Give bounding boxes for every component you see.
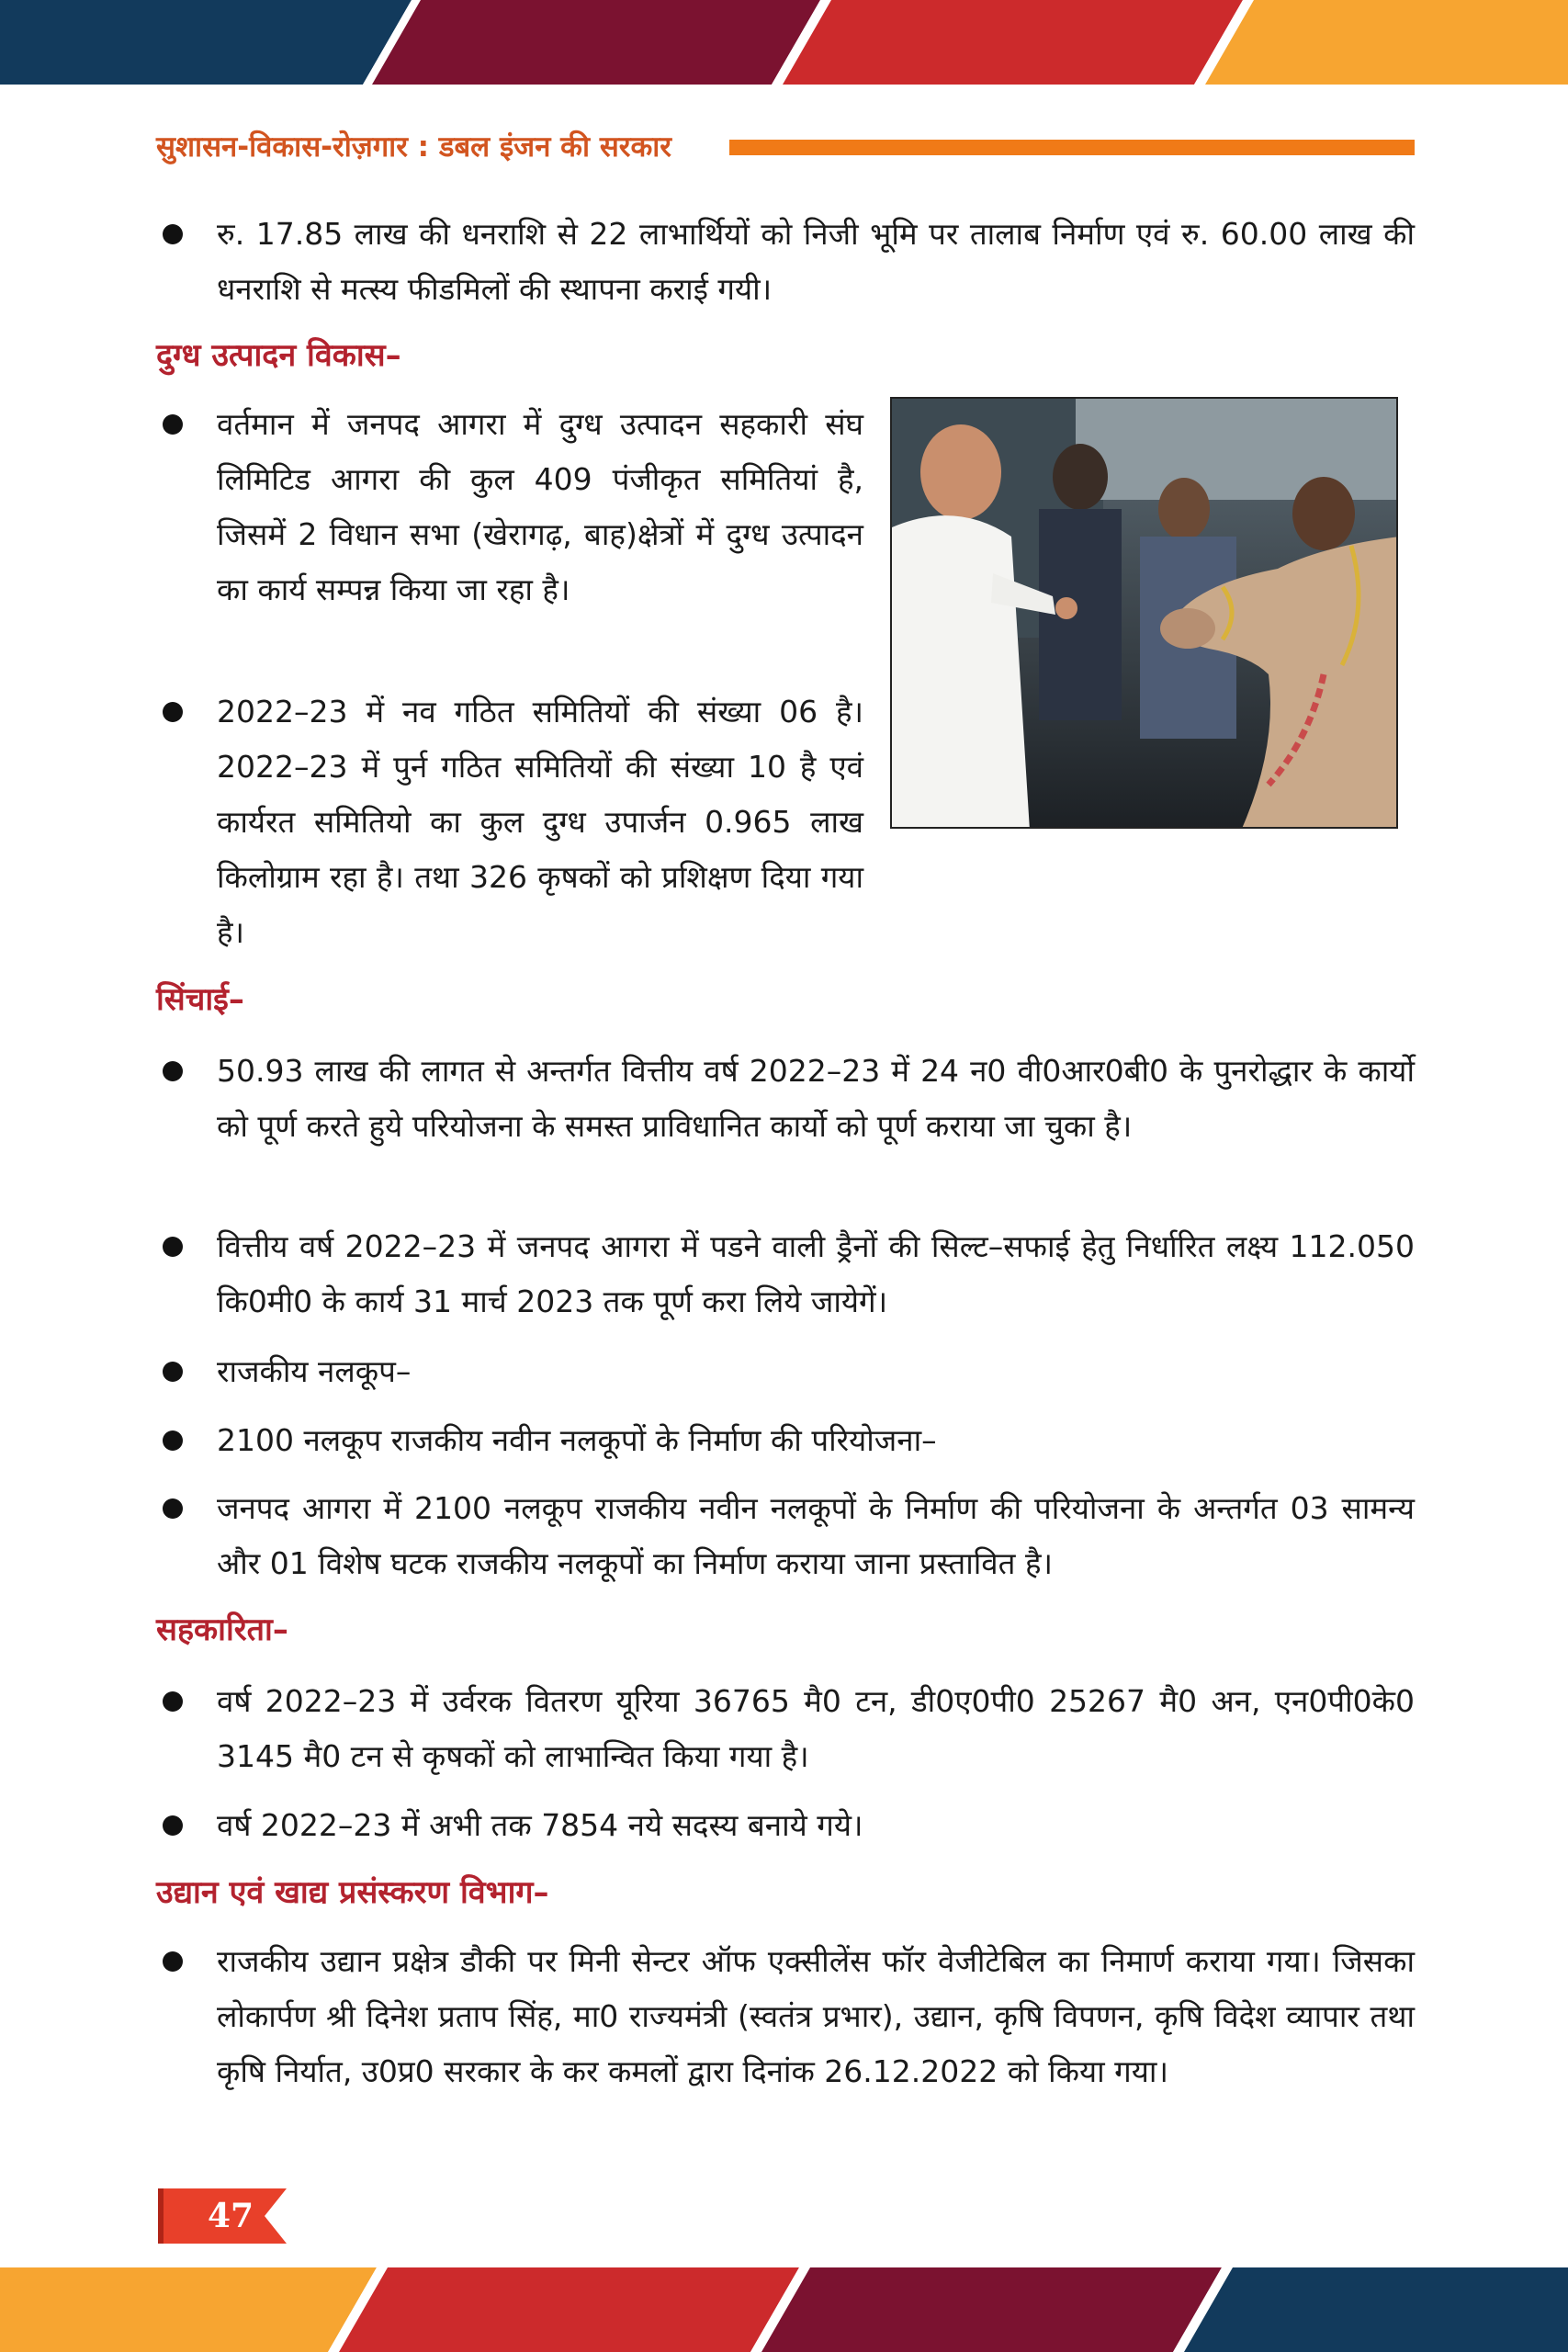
list-item-text: 2022–23 में नव गठित समितियों की संख्या 06 है। 2022–23 में पुर्न गठित समितियों की संख्या 10 है एवं कार्यरत समितियो का कुल दुग्ध उपार्जन 0.965 लाख किलोग्राम रहा है। तथा 326 कृषकों को प्रशिक्षण दिया गया है। [217,694,863,950]
bullet-icon [163,1061,183,1081]
list-item-text: रु. 17.85 लाख की धनराशि से 22 लाभार्थियों को निजी भूमि पर तालाब निर्माण एवं रु. 60.00 लाख की धनराशि से मत्स्य फीडमिलों की स्थापना कराई गयी। [217,216,1415,307]
bullet-icon [163,1362,183,1382]
bullet-icon [163,1691,183,1712]
bullet-icon [163,1430,183,1451]
page-number-tag [158,2188,287,2244]
section-heading-cooperative: सहकारिता– [156,1611,288,1648]
list-item [156,684,863,960]
list-item-text: वित्तीय वर्ष 2022–23 में जनपद आगरा में पडने वाली ड्रैनों की सिल्ट–सफाई हेतु निर्धारित लक्ष्य 112.050 कि0मी0 के कार्य 31 मार्च 2023 तक पूर्ण करा लिये जायेगें। [217,1228,1415,1319]
section-heading-horticulture: उद्यान एवं खाद्य प्रसंस्करण विभाग– [156,1874,549,1911]
list-item [156,207,1415,317]
running-header [156,127,1415,167]
section-heading-dairy: दुग्ध उत्पादन विकास– [156,337,401,374]
bullet-icon [163,702,183,722]
list-item-text: जनपद आगरा में 2100 नलकूप राजकीय नवीन नलकूपों के निर्माण की परियोजना के अन्तर्गत 03 सामन्य और 01 विशेष घटक राजकीय नलकूपों का निर्माण कराया जाना प्रस्तावित है। [217,1490,1415,1581]
page-number: 47 [208,2197,254,2235]
bullet-icon [163,224,183,244]
list-item [156,1413,1415,1468]
list-item-text: वर्तमान में जनपद आगरा में दुग्ध उत्पादन सहकारी संघ लिमिटिड आगरा की कुल 409 पंजीकृत समितियां है, जिसमें 2 विधान सभा (खेरागढ़, बाह)क्षेत्रों में दुग्ध उत्पादन का कार्य सम्पन्न किया जा रहा है। [217,406,863,607]
running-header-title: सुशासन-विकास-रोज़गार : डबल इंजन की सरकार [156,130,671,164]
bullet-icon [163,1237,183,1257]
list-item [156,1481,1415,1591]
list-item [156,397,863,617]
list-item [156,1798,1415,1853]
event-photo [890,397,1398,829]
list-item [156,1044,1415,1154]
list-item-text: 50.93 लाख की लागत से अन्तर्गत वित्तीय वर्ष 2022–23 में 24 न0 वी0आर0बी0 के पुनरोद्धार के कार्यो को पूर्ण करते हुये परियोजना के समस्त प्राविधानित कार्यो को पूर्ण कराया जा चुका है। [217,1053,1415,1144]
list-item [156,1219,1415,1329]
bullet-icon [163,414,183,435]
bottom-color-band [0,2267,1568,2352]
list-item-text: राजकीय नलकूप– [217,1353,412,1389]
list-item [156,1674,1415,1784]
section-heading-irrigation: सिंचाई– [156,981,244,1018]
header-rule [729,140,1415,155]
list-item-text: वर्ष 2022–23 में उर्वरक वितरण यूरिया 36765 मै0 टन, डी0ए0पी0 25267 मै0 अन, एन0पी0के0 3145 मै0 टन से कृषकों को लाभान्वित किया गया है। [217,1683,1415,1774]
bullet-icon [163,1951,183,1972]
list-item-text: राजकीय उद्यान प्रक्षेत्र डौकी पर मिनी सेन्टर ऑफ एक्सीलेंस फॉर वेजीटेबिल का निमार्ण कराया गया। जिसका लोकार्पण श्री दिनेश प्रताप सिंह, मा0 राज्यमंत्री (स्वतंत्र प्रभार), उद्यान, कृषि विपणन, कृषि विदेश व्यापार तथा कृषि निर्यात, उ0प्र0 सरकार के कर कमलों द्वारा दिनांक 26.12.2022 को किया गया। [217,1943,1415,2089]
bullet-icon [163,1815,183,1836]
list-item-text: 2100 नलकूप राजकीय नवीन नलकूपों के निर्माण की परियोजना– [217,1422,937,1458]
list-item [156,1344,1415,1399]
list-item [156,1934,1415,2099]
bullet-icon [163,1498,183,1519]
list-item-text: वर्ष 2022–23 में अभी तक 7854 नये सदस्य बनाये गये। [217,1807,863,1843]
top-color-band [0,0,1568,85]
